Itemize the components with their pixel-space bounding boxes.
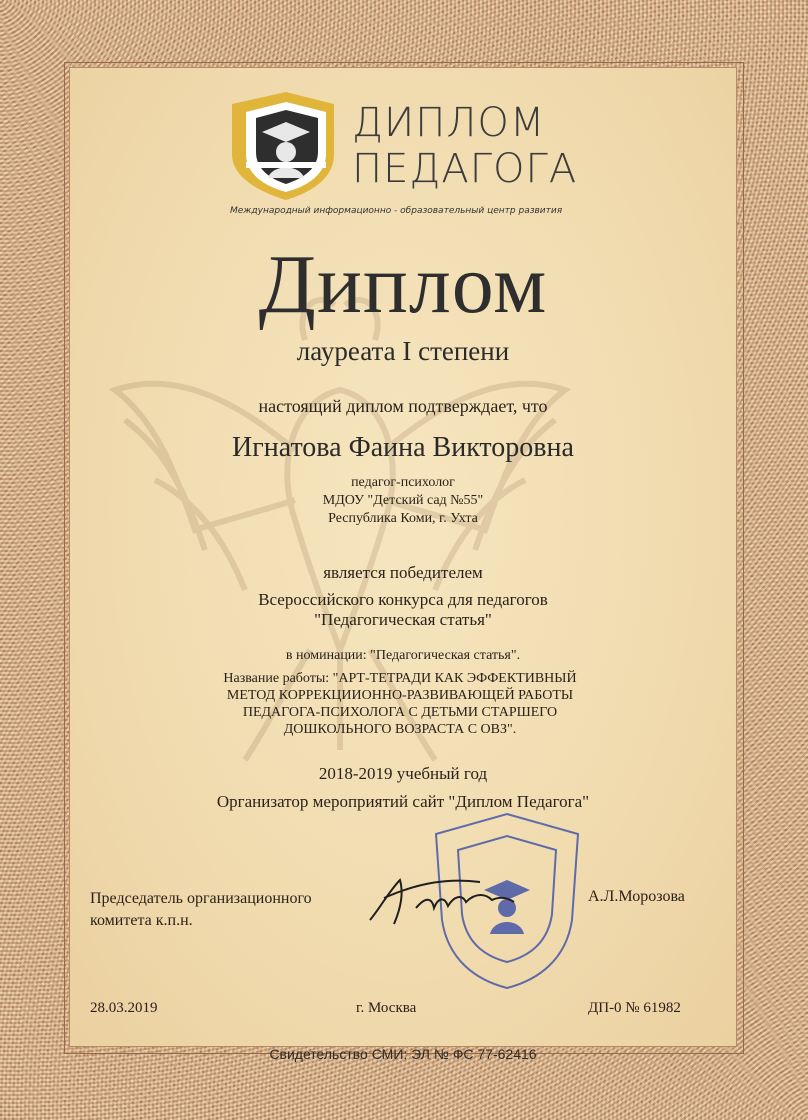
logo-subtitle: Международный информационно - образовательный центр развития <box>230 206 563 216</box>
nomination-text: в номинации: "Педагогическая статья". <box>285 648 521 663</box>
handwritten-signature-icon <box>360 868 520 938</box>
chair-title <box>90 888 350 932</box>
signer-name: А.Л.Морозова <box>588 888 685 905</box>
chair-title-line-1: Председатель организационного <box>90 890 312 907</box>
diploma-title: Диплом <box>258 238 548 331</box>
organizer-text: Организатор мероприятий сайт "Диплом Педагога" <box>216 792 590 811</box>
issue-date: 28.03.2019 <box>90 1000 158 1016</box>
chair-title-line-2: комитета к.п.н. <box>90 912 193 929</box>
contest-name-line-2: "Педагогическая статья" <box>314 610 492 629</box>
recipient-name: Игнатова Фаина Викторовна <box>232 432 574 463</box>
confirm-text: настоящий диплом подтверждает, что <box>258 396 548 416</box>
recipient-organization: МДОУ "Детский сад №55" <box>322 493 484 508</box>
media-certificate: Свидетельство СМИ: ЭЛ № ФС 77-62416 <box>269 1046 537 1062</box>
work-title-line: ДОШКОЛЬНОГО ВОЗРАСТА С ОВЗ". <box>283 722 517 737</box>
logo-line-1: ДИПЛОМ <box>352 100 546 146</box>
issue-city: г. Москва <box>356 1000 417 1016</box>
graduation-shield-logo-icon <box>226 92 340 200</box>
recipient-position: педагог-психолог <box>351 475 455 490</box>
winner-text: является победителем <box>323 563 483 582</box>
logo-wordmark <box>352 100 578 192</box>
work-title-line: МЕТОД КОРРЕКЦИИОННО-РАЗВИВАЮЩЕЙ РАБОТЫ <box>226 688 574 703</box>
recipient-region: Республика Коми, г. Ухта <box>328 511 478 526</box>
academic-year: 2018-2019 учебный год <box>318 764 488 783</box>
work-title-line: ПЕДАГОГА-ПСИХОЛОГА С ДЕТЬМИ СТАРШЕГО <box>242 705 558 720</box>
work-title-line: Название работы: "АРТ-ТЕТРАДИ КАК ЭФФЕКТИВНЫЙ <box>223 671 577 686</box>
work-title <box>150 670 650 738</box>
logo-line-2: ПЕДАГОГА <box>352 146 578 192</box>
contest-name-line-1: Всероссийского конкурса для педагогов <box>258 590 548 609</box>
diploma-number: ДП-0 № 61982 <box>588 1000 681 1016</box>
diploma-degree: лауреата I степени <box>296 336 510 366</box>
